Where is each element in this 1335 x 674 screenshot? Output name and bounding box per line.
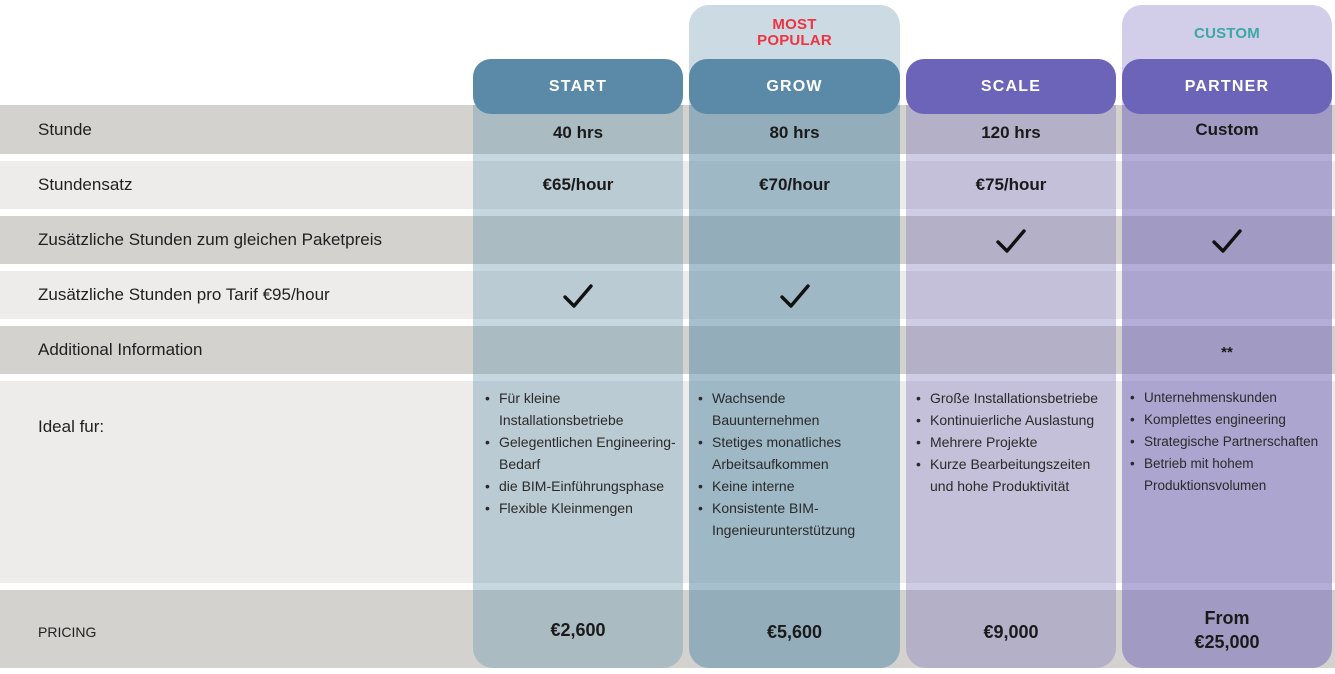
price-scale: €9,000 <box>983 622 1039 642</box>
extra-same-price-scale-check <box>906 218 1116 266</box>
ideal-for-start-list <box>483 387 678 519</box>
list-item: • die BIM-Einführungsphase <box>483 475 678 497</box>
list-item: • Kurze Bearbeitungszeiten und hohe Produktivität <box>914 453 1112 497</box>
rate-scale: €75/hour <box>975 175 1047 194</box>
check-icon <box>1211 227 1243 257</box>
price-partner-prefix: From <box>1204 608 1250 628</box>
rate-start: €65/hour <box>542 175 614 194</box>
plan-header-grow[interactable]: GROW <box>689 59 900 114</box>
list-item: • Komplettes engineering <box>1128 409 1333 431</box>
custom-badge: CUSTOM <box>1194 25 1260 42</box>
list-item: • Wachsende Bauunternehmen <box>696 387 896 431</box>
ideal-for-partner-list <box>1128 387 1333 497</box>
check-icon <box>995 227 1027 257</box>
most-popular-badge <box>689 17 900 49</box>
list-item: • Mehrere Projekte <box>914 431 1112 453</box>
row-label-extra-same-price: Zusätzliche Stunden zum gleichen Paketpreis <box>38 230 382 249</box>
plan-header-partner[interactable]: PARTNER <box>1122 59 1332 114</box>
row-label-pricing: PRICING <box>38 624 97 640</box>
ideal-for-scale-list <box>914 387 1112 497</box>
most-popular-line1: MOST <box>772 16 817 33</box>
check-icon <box>779 282 811 312</box>
price-partner-value: €25,000 <box>1194 632 1260 652</box>
extra-per-rate-start-check <box>473 273 683 321</box>
list-item: • Kontinuierliche Auslastung <box>914 409 1112 431</box>
row-label-ideal-for: Ideal fur: <box>38 417 105 436</box>
extra-per-rate-grow-check <box>689 273 900 321</box>
price-grow: €5,600 <box>766 622 823 642</box>
hours-grow: 80 hrs <box>769 122 820 142</box>
additional-info-partner: ** <box>1221 343 1233 361</box>
list-item: • Große Installationsbetriebe <box>914 387 1112 409</box>
list-item: • Unternehmenskunden <box>1128 387 1333 409</box>
price-start: €2,600 <box>550 620 606 640</box>
hours-partner: Custom <box>1195 119 1259 139</box>
list-item: • Keine interne <box>696 475 896 497</box>
list-item: • Stetiges monatliches Arbeitsaufkommen <box>696 431 896 475</box>
price-partner <box>1122 590 1332 670</box>
list-item: • Flexible Kleinmengen <box>483 497 678 519</box>
plan-header-scale[interactable]: SCALE <box>906 59 1116 114</box>
list-item: • Strategische Partnerschaften <box>1128 431 1333 453</box>
list-item: • Konsistente BIM-Ingenieurunterstützung <box>696 497 896 541</box>
check-icon <box>562 282 594 312</box>
hours-start: 40 hrs <box>552 122 604 142</box>
plan-header-start[interactable]: START <box>473 59 683 114</box>
most-popular-line2: POPULAR <box>757 32 832 49</box>
row-label-rate: Stundensatz <box>38 175 133 194</box>
list-item: • Für kleine Installationsbetriebe <box>483 387 678 431</box>
list-item: • Gelegentlichen Engineering-Bedarf <box>483 431 678 475</box>
extra-same-price-partner-check <box>1122 218 1332 266</box>
ideal-for-grow-list <box>696 387 896 541</box>
hours-scale: 120 hrs <box>981 122 1041 142</box>
rate-partner <box>1122 161 1332 209</box>
list-item: • Betrieb mit hohem Produktionsvolumen <box>1128 453 1333 497</box>
row-label-hours: Stunde <box>38 119 92 139</box>
rate-grow: €70/hour <box>759 175 830 194</box>
row-label-extra-per-rate: Zusätzliche Stunden pro Tarif €95/hour <box>38 285 330 304</box>
row-label-additional-info: Additional Information <box>38 340 203 359</box>
